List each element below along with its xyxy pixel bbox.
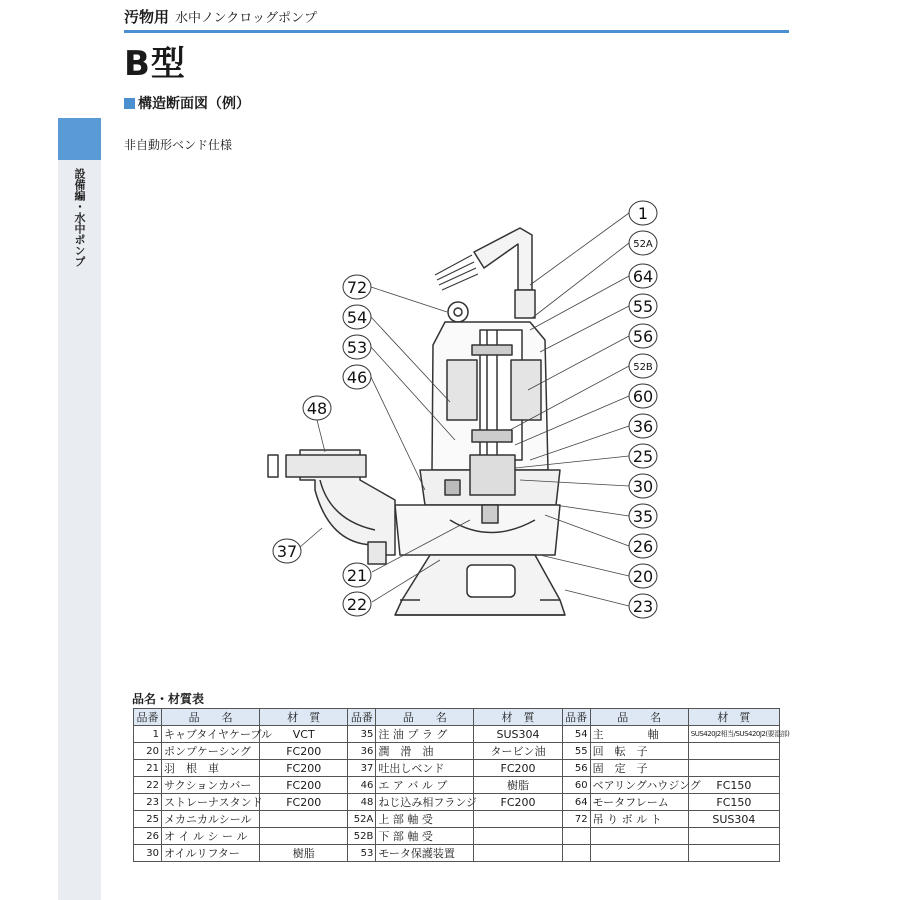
part-material	[474, 828, 562, 845]
table-row	[134, 845, 780, 862]
part-name: モータフレーム	[590, 794, 688, 811]
header-no: 品番	[348, 709, 376, 726]
callout-52a	[629, 231, 657, 255]
callout-56	[629, 324, 657, 348]
callout-1	[629, 201, 657, 225]
table-row	[134, 760, 780, 777]
callout-36-label: 36	[632, 417, 654, 436]
callout-60-label: 60	[632, 387, 654, 406]
part-number: 23	[134, 794, 162, 811]
callout-72	[343, 275, 371, 299]
part-material: FC150	[688, 777, 779, 794]
callout-20	[629, 564, 657, 588]
part-name: メカニカルシール	[162, 811, 260, 828]
part-name: 主 軸	[590, 726, 688, 743]
part-number: 21	[134, 760, 162, 777]
header-no: 品番	[562, 709, 590, 726]
part-material: 樹脂	[260, 845, 348, 862]
part-number	[562, 845, 590, 862]
callout-30-label: 30	[632, 477, 654, 496]
callout-52b	[629, 354, 657, 378]
header-material: 材 質	[474, 709, 562, 726]
callout-25	[629, 444, 657, 468]
diagram-caption: 非自動形ベンド仕様	[124, 138, 233, 152]
part-number: 60	[562, 777, 590, 794]
callout-22	[343, 592, 371, 616]
part-material: タービン油	[474, 743, 562, 760]
part-name: 潤 滑 油	[376, 743, 474, 760]
part-material: SUS304	[688, 811, 779, 828]
callout-53	[343, 335, 371, 359]
part-material: VCT	[260, 726, 348, 743]
part-number: 36	[348, 743, 376, 760]
part-number: 30	[134, 845, 162, 862]
part-number: 1	[134, 726, 162, 743]
part-name: オ イ ル シ ー ル	[162, 828, 260, 845]
part-number: 64	[562, 794, 590, 811]
part-name: ストレーナスタンド	[162, 794, 260, 811]
header-material: 材 質	[688, 709, 779, 726]
part-material	[474, 811, 562, 828]
callout-53-label: 53	[346, 338, 368, 357]
callout-35-label: 35	[632, 507, 654, 526]
model-title: B型	[124, 44, 186, 84]
part-material: FC200	[474, 794, 562, 811]
part-material: FC200	[260, 794, 348, 811]
part-material: FC150	[688, 794, 779, 811]
part-name: サクションカバー	[162, 777, 260, 794]
part-number: 46	[348, 777, 376, 794]
callout-52b-label: 52B	[633, 362, 653, 373]
part-material: FC200	[260, 760, 348, 777]
part-name: 吊 り ボ ル ト	[590, 811, 688, 828]
pump-drawing	[268, 228, 565, 615]
part-name: キャブタイヤケーブル	[162, 726, 260, 743]
section-title-text: 構造断面図（例）	[138, 96, 250, 112]
callout-55-label: 55	[632, 297, 654, 316]
callout-37-label: 37	[276, 542, 298, 561]
category-label: 汚物用	[124, 8, 170, 26]
part-number: 37	[348, 760, 376, 777]
part-name: ベアリングハウジング	[590, 777, 688, 794]
callout-64	[629, 264, 657, 288]
table-title: 品名・材質表	[132, 692, 205, 706]
table-row	[134, 726, 780, 743]
table-row	[134, 794, 780, 811]
part-material: FC200	[474, 760, 562, 777]
callout-23-label: 23	[632, 597, 654, 616]
header-no: 品番	[134, 709, 162, 726]
part-material	[260, 828, 348, 845]
table-row	[134, 828, 780, 845]
part-material: SUS304	[474, 726, 562, 743]
callout-36	[629, 414, 657, 438]
callout-22-label: 22	[346, 595, 368, 614]
part-name: 注 油 プ ラ グ	[376, 726, 474, 743]
part-material	[688, 760, 779, 777]
part-number: 52A	[348, 811, 376, 828]
part-number: 48	[348, 794, 376, 811]
part-name: 羽 根 車	[162, 760, 260, 777]
part-number: 35	[348, 726, 376, 743]
callout-54	[343, 305, 371, 329]
product-subtitle: 水中ノンクロッグポンプ	[175, 11, 317, 26]
part-material	[260, 811, 348, 828]
callout-21-label: 21	[346, 566, 368, 585]
callout-55	[629, 294, 657, 318]
part-number: 72	[562, 811, 590, 828]
header-material: 材 質	[260, 709, 348, 726]
callout-72-label: 72	[346, 278, 368, 297]
callout-46	[343, 365, 371, 389]
callout-23	[629, 594, 657, 618]
part-name: ねじ込み相フランジ	[376, 794, 474, 811]
part-name: 吐出しベンド	[376, 760, 474, 777]
part-number: 54	[562, 726, 590, 743]
side-tab-label: 設備編・水中ポンプ	[73, 168, 86, 267]
callout-1-label: 1	[637, 204, 649, 223]
part-number	[562, 828, 590, 845]
part-name: 固 定 子	[590, 760, 688, 777]
part-name	[590, 845, 688, 862]
part-number: 26	[134, 828, 162, 845]
callout-46-label: 46	[346, 368, 368, 387]
callout-54-label: 54	[346, 308, 368, 327]
part-number: 25	[134, 811, 162, 828]
table-header-row	[134, 709, 780, 726]
part-name: 上 部 軸 受	[376, 811, 474, 828]
table-row	[134, 743, 780, 760]
part-name: 回 転 子	[590, 743, 688, 760]
callout-60	[629, 384, 657, 408]
callout-21	[343, 563, 371, 587]
callout-52a-label: 52A	[633, 239, 653, 250]
callout-26-label: 26	[632, 537, 654, 556]
header-name: 品 名	[376, 709, 474, 726]
part-name: モータ保護装置	[376, 845, 474, 862]
part-material: SUS420J2相当/SUS420J2(要湿部)	[688, 726, 779, 743]
part-material: FC200	[260, 777, 348, 794]
part-number: 55	[562, 743, 590, 760]
callout-48-label: 48	[306, 399, 328, 418]
part-material: FC200	[260, 743, 348, 760]
table-row	[134, 811, 780, 828]
callout-35	[629, 504, 657, 528]
part-number: 56	[562, 760, 590, 777]
part-name	[590, 828, 688, 845]
part-material	[688, 845, 779, 862]
part-number: 53	[348, 845, 376, 862]
callout-25-label: 25	[632, 447, 654, 466]
callout-56-label: 56	[632, 327, 654, 346]
header-name: 品 名	[590, 709, 688, 726]
part-name: エ ア バ ル ブ	[376, 777, 474, 794]
table-row	[134, 777, 780, 794]
part-material	[474, 845, 562, 862]
part-name: ポンプケーシング	[162, 743, 260, 760]
part-name: オイルリフター	[162, 845, 260, 862]
part-number: 20	[134, 743, 162, 760]
part-material: 樹脂	[474, 777, 562, 794]
header-name: 品 名	[162, 709, 260, 726]
callout-48	[303, 396, 331, 420]
callout-37	[273, 539, 301, 563]
part-number: 52B	[348, 828, 376, 845]
callout-26	[629, 534, 657, 558]
callout-20-label: 20	[632, 567, 654, 586]
parts-material-table	[133, 708, 790, 862]
callout-64-label: 64	[632, 267, 654, 286]
part-material	[688, 743, 779, 760]
part-number: 22	[134, 777, 162, 794]
part-material	[688, 828, 779, 845]
callout-30	[629, 474, 657, 498]
part-name: 下 部 軸 受	[376, 828, 474, 845]
